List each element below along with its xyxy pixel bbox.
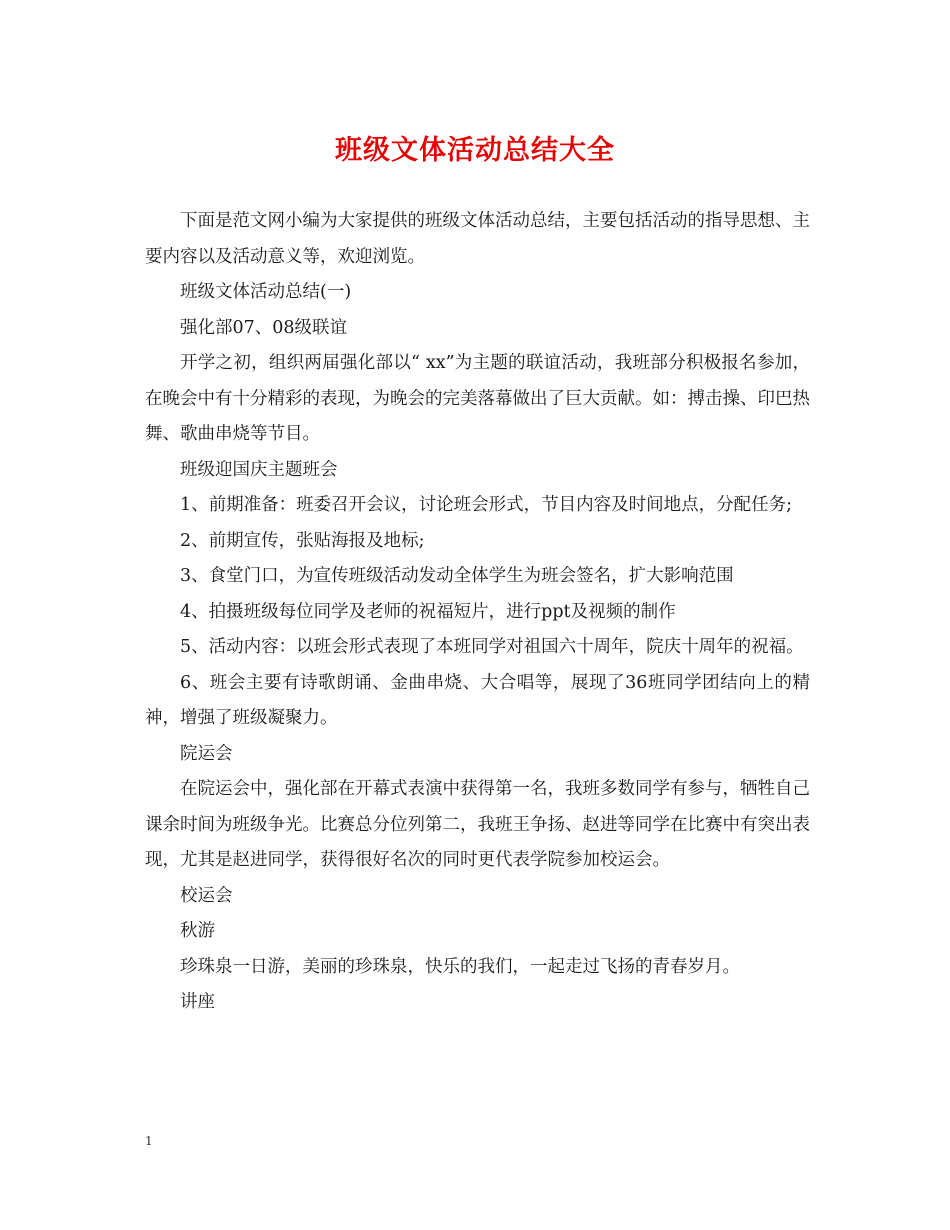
intro-paragraph: 下面是范文网小编为大家提供的班级文体活动总结，主要包括活动的指导思想、主要内容以及活动意义等，欢迎浏览。 [145, 211, 810, 267]
list-item: 1、前期准备：班委召开会议，讨论班会形式，节目内容及时间地点，分配任务; [180, 495, 793, 515]
list-item: 6、班会主要有诗歌朗诵、金曲串烧、大合唱等，展现了36班同学团结向上的精神，增强了班级凝聚力。 [145, 672, 810, 728]
paragraph-autumn-trip: 珍珠泉一日游，美丽的珍珠泉，快乐的我们，一起走过飞扬的青春岁月。 [180, 956, 740, 977]
subheading-national-day-meeting: 班级迎国庆主题班会 [180, 459, 338, 480]
document-body [145, 204, 810, 1021]
document-title: 班级文体活动总结大全 [335, 135, 615, 166]
list-item: 2、前期宣传，张贴海报及地标; [180, 530, 425, 551]
list-item: 3、食堂门口，为宣传班级活动发动全体学生为班会签名，扩大影响范围 [180, 566, 734, 586]
section-heading: 班级文体活动总结(一) [180, 282, 352, 302]
list-item: 5、活动内容：以班会形式表现了本班同学对祖国六十周年，院庆十周年的祝福。 [180, 637, 804, 657]
subheading-lecture: 讲座 [180, 992, 215, 1012]
page-number: 1 [145, 1134, 153, 1148]
subheading-school-sports: 校运会 [180, 885, 233, 906]
paragraph-joint-party: 开学之初，组织两届强化部以“ xx”为主题的联谊活动，我班部分积极报名参加，在晚会中有十分精彩的表现，为晚会的完美落幕做出了巨大贡献。如：搏击操、印巴热舞、歌曲串烧等节目。 [145, 353, 810, 444]
subheading-college-sports: 院运会 [180, 743, 233, 764]
paragraph-college-sports: 在院运会中，强化部在开幕式表演中获得第一名，我班多数同学有参与，牺牲自己课余时间为班级争光。比赛总分位列第二，我班王争扬、赵进等同学在比赛中有突出表现，尤其是赵进同学，获得很好名次的同时更代表学院参加校运会。 [145, 779, 810, 870]
list-item: 4、拍摄班级每位同学及老师的祝福短片，进行ppt及视频的制作 [180, 601, 676, 622]
subheading-autumn-trip: 秋游 [180, 921, 215, 941]
subheading-joint-party: 强化部07、08级联谊 [180, 317, 348, 338]
